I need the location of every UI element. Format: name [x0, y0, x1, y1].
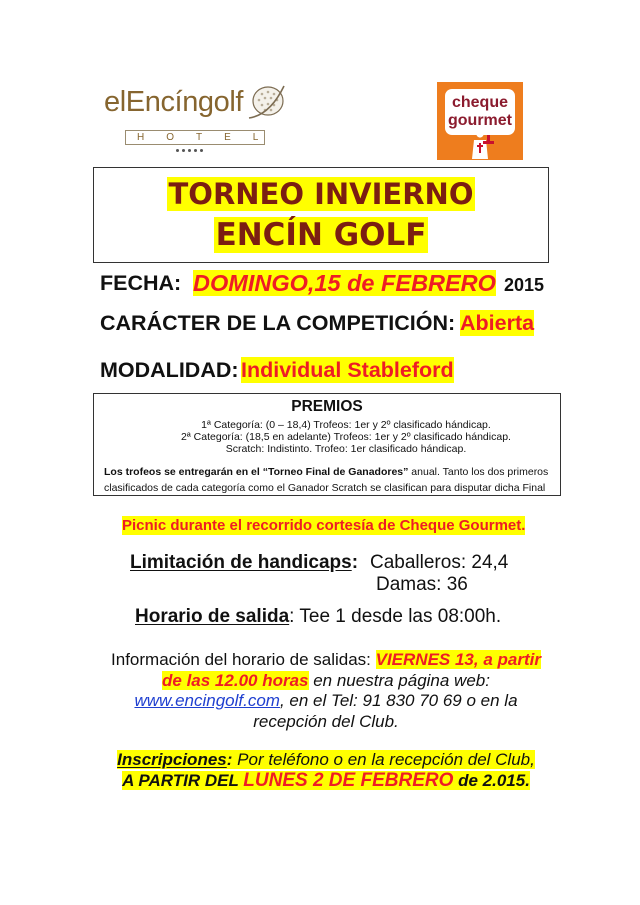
fecha-label: FECHA:: [100, 271, 182, 295]
inscripciones-block: [90, 749, 562, 791]
premios-category-3: Scratch: Indistinto. Trofeo: 1er clasificado hándicap.: [225, 443, 467, 455]
logo-dot: [200, 149, 203, 152]
inscripciones-prefix: A PARTIR DEL: [122, 771, 244, 790]
inscripciones-date: LUNES 2 DE FEBRERO: [243, 770, 454, 791]
title-line-2-text: ENCÍN GOLF: [215, 217, 427, 253]
premios-note-line-2: clasificados de cada categoría como el Ganador Scratch se clasifican para disputar dicha Final: [104, 482, 546, 494]
hotel-brand-name: elEncíngolf: [104, 86, 244, 118]
premios-box: [93, 393, 561, 496]
handicaps-colon: :: [351, 552, 359, 573]
handicaps-label: Limitación de handicaps: [130, 552, 352, 573]
premios-note: [104, 464, 556, 496]
premios-note-line-1: [104, 464, 556, 480]
handicaps-label-row: [130, 552, 358, 574]
premios-categories: [141, 419, 551, 455]
logo-dot: [194, 149, 197, 152]
inscripciones-text: Por teléfono o en la recepción del Club,: [232, 750, 535, 769]
modalidad-label: MODALIDAD:: [100, 358, 239, 382]
caracter-value: Abierta: [460, 311, 535, 335]
cheque-gourmet-line2: gourmet: [448, 112, 512, 129]
informacion-web-text: en nuestra página web:: [308, 670, 490, 690]
handicap-damas: Damas: 36: [376, 574, 468, 595]
inscripciones-colon: :: [226, 750, 233, 769]
informacion-highlight-1: VIERNES 13, a partir: [375, 650, 541, 669]
inscripciones-line-1: [90, 749, 562, 770]
title-box: [93, 167, 549, 263]
cheque-gourmet-line1: cheque: [451, 94, 508, 111]
cheque-gourmet-logo: [437, 82, 523, 160]
logo-dots: [176, 149, 203, 153]
picnic-text: Picnic durante el recorrido cortesía de Cheque Gourmet.: [122, 517, 526, 534]
informacion-block: [90, 650, 562, 732]
title-line-2: [94, 217, 548, 254]
horario-text: : Tee 1 desde las 08:00h.: [289, 606, 502, 627]
golf-ball-icon: [248, 82, 286, 124]
premios-note-rest: anual. Tanto los dos primeros: [408, 466, 549, 478]
fecha-year: 2015: [504, 275, 545, 295]
title-line-1-text: TORNEO INVIERNO: [168, 177, 474, 211]
informacion-line-3: [90, 691, 562, 712]
informacion-line-4: recepción del Club.: [253, 711, 399, 731]
informacion-intro: Información del horario de salidas:: [111, 650, 376, 669]
fecha-value: DOMINGO,15 de FEBRERO: [193, 270, 496, 296]
informacion-line-2: [90, 671, 562, 692]
informacion-phone-text: , en el Tel: 91 830 70 69 o en la: [279, 691, 518, 710]
title-line-1: [94, 177, 548, 211]
hotel-subtitle: HOTEL: [125, 130, 265, 145]
handicap-caballeros: Caballeros: 24,4: [370, 552, 509, 573]
hotel-logo: [104, 82, 288, 158]
premios-heading: PREMIOS: [291, 398, 363, 415]
website-link[interactable]: www.encingolf.com: [134, 691, 280, 710]
logo-dot: [182, 149, 185, 152]
inscripciones-label: Inscripciones: [117, 750, 227, 769]
premios-category-2: 2ª Categoría: (18,5 en adelante) Trofeos: 1er y 2º clasificado hándicap.: [181, 431, 511, 443]
waiter-figure-icon: [465, 129, 495, 160]
premios-category-1: 1ª Categoría: (0 – 18,4) Trofeos: 1er y 2º clasificado hándicap.: [201, 419, 491, 431]
horario-row: [135, 606, 501, 628]
horario-label: Horario de salida: [135, 606, 290, 627]
caracter-label: CARÁCTER DE LA COMPETICIÓN:: [100, 311, 456, 335]
premios-note-bold: Los trofeos se entregarán en el “Torneo Final de Ganadores”: [104, 466, 409, 478]
inscripciones-line-2-highlight: [122, 771, 530, 790]
informacion-line-1: [90, 650, 562, 671]
logo-dot: [188, 149, 191, 152]
informacion-highlight-2: de las 12.00 horas: [162, 670, 309, 690]
inscripciones-line-1-highlight: [117, 750, 535, 769]
inscripciones-suffix: de 2.015.: [453, 771, 530, 790]
modalidad-value: Individual Stableford: [241, 358, 454, 382]
inscripciones-line-2: [90, 770, 562, 791]
logo-dot: [176, 149, 179, 152]
